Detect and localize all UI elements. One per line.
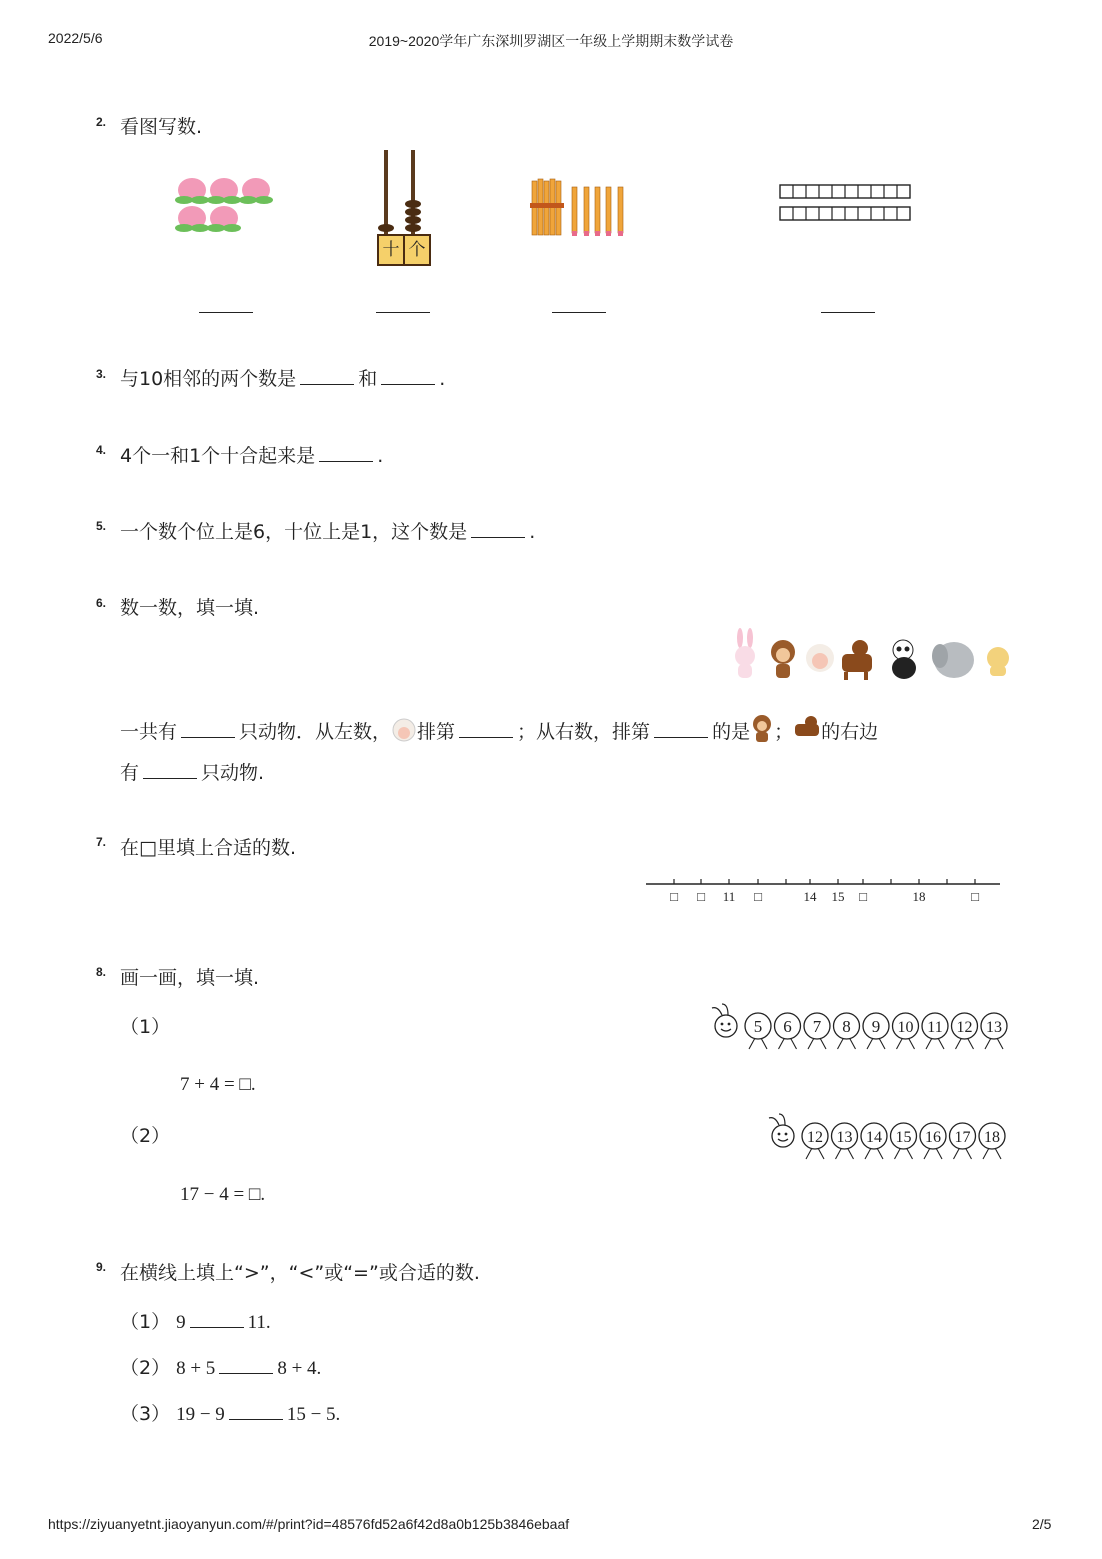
- caterpillar-segment: [775, 1013, 801, 1049]
- monkey-icon: [771, 640, 795, 678]
- caterpillar-segment: [952, 1013, 978, 1049]
- q2-number: 2.: [96, 115, 107, 129]
- abacus-ones-label: 个: [408, 240, 426, 260]
- q8-part1-label: （1）: [120, 1016, 171, 1038]
- q6-text-part: 只动物．从左数，: [239, 721, 392, 743]
- answer-blank[interactable]: [319, 443, 373, 462]
- caterpillar-segment: [834, 1013, 860, 1049]
- caterpillar-number: 17: [954, 1129, 971, 1146]
- caterpillar-number: 10: [897, 1019, 914, 1036]
- q9-item: [120, 1353, 321, 1380]
- q6-text-part: 的右边: [821, 721, 879, 743]
- rabbit-icon: [735, 628, 755, 678]
- q8-part2-label: （2）: [120, 1125, 171, 1147]
- caterpillar-number: 14: [866, 1129, 882, 1146]
- caterpillar-number: 13: [986, 1019, 1002, 1036]
- abacus-image: [374, 148, 430, 268]
- caterpillar-1: [706, 998, 1016, 1054]
- q3-line: [120, 366, 445, 392]
- q8-part1-equation: 7 + 4 = □.: [180, 1074, 256, 1095]
- elephant-icon: [932, 642, 974, 678]
- answer-blank[interactable]: [229, 1401, 283, 1420]
- answer-blank[interactable]: [199, 312, 253, 313]
- answer-blank[interactable]: [471, 519, 525, 538]
- caterpillar-segment: [804, 1013, 830, 1049]
- q6-line2: [120, 760, 264, 786]
- number-line-label: 18: [912, 889, 926, 904]
- header-date: 2022/5/6: [48, 30, 103, 46]
- abacus-base: [377, 234, 431, 266]
- number-line-label[interactable]: □: [754, 889, 762, 904]
- answer-blank[interactable]: [190, 1309, 244, 1328]
- caterpillar-segment: [745, 1013, 771, 1049]
- number-line-label[interactable]: □: [971, 889, 979, 904]
- q9-item-right: 8 + 4.: [277, 1358, 322, 1379]
- q6-text-part: 排第: [417, 721, 456, 743]
- abacus-tens-label: 十: [379, 236, 405, 264]
- q9-item-label: （3）: [120, 1403, 171, 1425]
- caterpillar-segment: [802, 1123, 828, 1159]
- panda-icon: [892, 640, 916, 679]
- q9-item-left: 8 + 5: [176, 1358, 216, 1379]
- caterpillar-head: [769, 1114, 794, 1147]
- q8-text: 画一画，填一填.: [120, 967, 260, 989]
- q6-text-part: 的是: [712, 721, 751, 743]
- caterpillar-number: 18: [984, 1129, 1000, 1146]
- footer-page: 2/5: [1032, 1516, 1052, 1532]
- answer-blank[interactable]: [459, 719, 513, 738]
- q9-item-label: （2）: [120, 1357, 171, 1379]
- q3-mid: 和: [358, 368, 378, 390]
- caterpillar-segment: [981, 1013, 1007, 1049]
- caterpillar-segment: [893, 1013, 919, 1049]
- peach: [207, 206, 241, 232]
- caterpillar-segment: [922, 1013, 948, 1049]
- cat-icon: [987, 647, 1009, 676]
- q5-text: 一个数个位上是6，十位上是1，这个数是: [120, 521, 468, 543]
- caterpillar-head: [712, 1004, 737, 1037]
- q6-text-part: ；: [774, 721, 794, 743]
- caterpillar-number: 15: [895, 1129, 912, 1146]
- q3-text: 与10相邻的两个数是: [120, 368, 297, 390]
- q4-line: [120, 443, 383, 469]
- number-line: [640, 874, 1006, 910]
- caterpillar-number: 7: [812, 1017, 822, 1036]
- q9-text: 在横线上填上“>”，“<”或“=”或合适的数.: [120, 1262, 480, 1284]
- q8-number: 8.: [96, 965, 107, 979]
- peach: [239, 178, 273, 204]
- number-line-label[interactable]: □: [859, 889, 867, 904]
- caterpillar-segment: [861, 1123, 887, 1159]
- peach: [207, 178, 241, 204]
- q7-text: 在□里填上合适的数.: [120, 837, 296, 859]
- pencils-image: [528, 175, 632, 239]
- footer-url: https://ziyuanyetnt.jiaoyanyun.com/#/print?id=48576fd52a6f42d8a0b125b3846ebaaf: [48, 1516, 570, 1532]
- caterpillar-number: 12: [956, 1019, 973, 1036]
- q9-item: [120, 1399, 340, 1426]
- caterpillar-number: 12: [807, 1129, 823, 1146]
- ox-icon: [842, 640, 872, 680]
- caterpillar-2: [763, 1108, 1013, 1164]
- q9-item-label: （1）: [120, 1311, 171, 1333]
- q3-end: .: [439, 368, 446, 390]
- caterpillar-number: 9: [871, 1017, 881, 1036]
- q4-end: .: [377, 445, 384, 467]
- peaches-image: [172, 170, 282, 238]
- q9-item-right: 15 − 5.: [286, 1404, 341, 1425]
- caterpillar-number: 13: [836, 1129, 853, 1146]
- caterpillar-segment: [863, 1013, 889, 1049]
- answer-blank[interactable]: [376, 312, 430, 313]
- number-line-label: 15: [831, 889, 845, 904]
- caterpillar-number: 11: [927, 1019, 943, 1036]
- q9-item-left: 9: [176, 1312, 186, 1333]
- q6-number: 6.: [96, 596, 107, 610]
- sheep-icon: [806, 644, 834, 672]
- caterpillar-number: 8: [842, 1017, 851, 1036]
- q5-number: 5.: [96, 519, 107, 533]
- caterpillar-segment: [891, 1123, 917, 1159]
- q7-number: 7.: [96, 835, 107, 849]
- q2-text: 看图写数.: [120, 116, 203, 138]
- number-line-label: 14: [803, 889, 817, 904]
- ten-blocks-image: [778, 183, 916, 225]
- q3-number: 3.: [96, 367, 107, 381]
- q8-part2-equation: 17 − 4 = □.: [180, 1184, 266, 1205]
- answer-blank[interactable]: [654, 719, 708, 738]
- answer-blank[interactable]: [143, 760, 197, 779]
- caterpillar-segment: [920, 1123, 946, 1159]
- caterpillar-number: 16: [925, 1129, 941, 1146]
- q6-text-part: 只动物.: [201, 762, 265, 784]
- number-line-label[interactable]: □: [670, 889, 678, 904]
- header-title: 2019~2020学年广东深圳罗湖区一年级上学期期末数学试卷: [368, 33, 734, 49]
- q6-text-part: 有: [120, 762, 140, 784]
- caterpillar-segment: [950, 1123, 976, 1159]
- monkey-icon: [750, 714, 774, 744]
- number-line-label: 11: [722, 889, 736, 904]
- q5-line: [120, 519, 535, 545]
- q9-number: 9.: [96, 1260, 107, 1274]
- caterpillar-number: 6: [783, 1017, 792, 1036]
- q9-item: [120, 1307, 271, 1334]
- q4-text: 4个一和1个十合起来是: [120, 445, 316, 467]
- answer-blank[interactable]: [552, 312, 606, 313]
- answer-blank[interactable]: [181, 719, 235, 738]
- sheep-icon: [391, 718, 417, 742]
- abacus-rods: [374, 148, 430, 238]
- ox-icon: [793, 714, 821, 742]
- q9-item-left: 19 − 9: [176, 1404, 225, 1425]
- q6-text-part: 一共有: [120, 721, 178, 743]
- caterpillar-segment: [832, 1123, 858, 1159]
- answer-blank[interactable]: [219, 1355, 273, 1374]
- q5-end: .: [529, 521, 536, 543]
- answer-blank[interactable]: [300, 366, 354, 385]
- animals-image: [728, 628, 1018, 684]
- q6-text-part: ；从右数，排第: [517, 721, 651, 743]
- q6-line1: [120, 714, 878, 745]
- q6-text: 数一数，填一填.: [120, 597, 260, 619]
- answer-blank[interactable]: [821, 312, 875, 313]
- number-line-label[interactable]: □: [697, 889, 705, 904]
- caterpillar-number: 5: [753, 1017, 763, 1036]
- caterpillar-segment: [979, 1123, 1005, 1159]
- peach: [175, 178, 209, 204]
- q9-item-right: 11.: [247, 1312, 271, 1333]
- peach: [175, 206, 209, 232]
- answer-blank[interactable]: [381, 366, 435, 385]
- q4-number: 4.: [96, 443, 107, 457]
